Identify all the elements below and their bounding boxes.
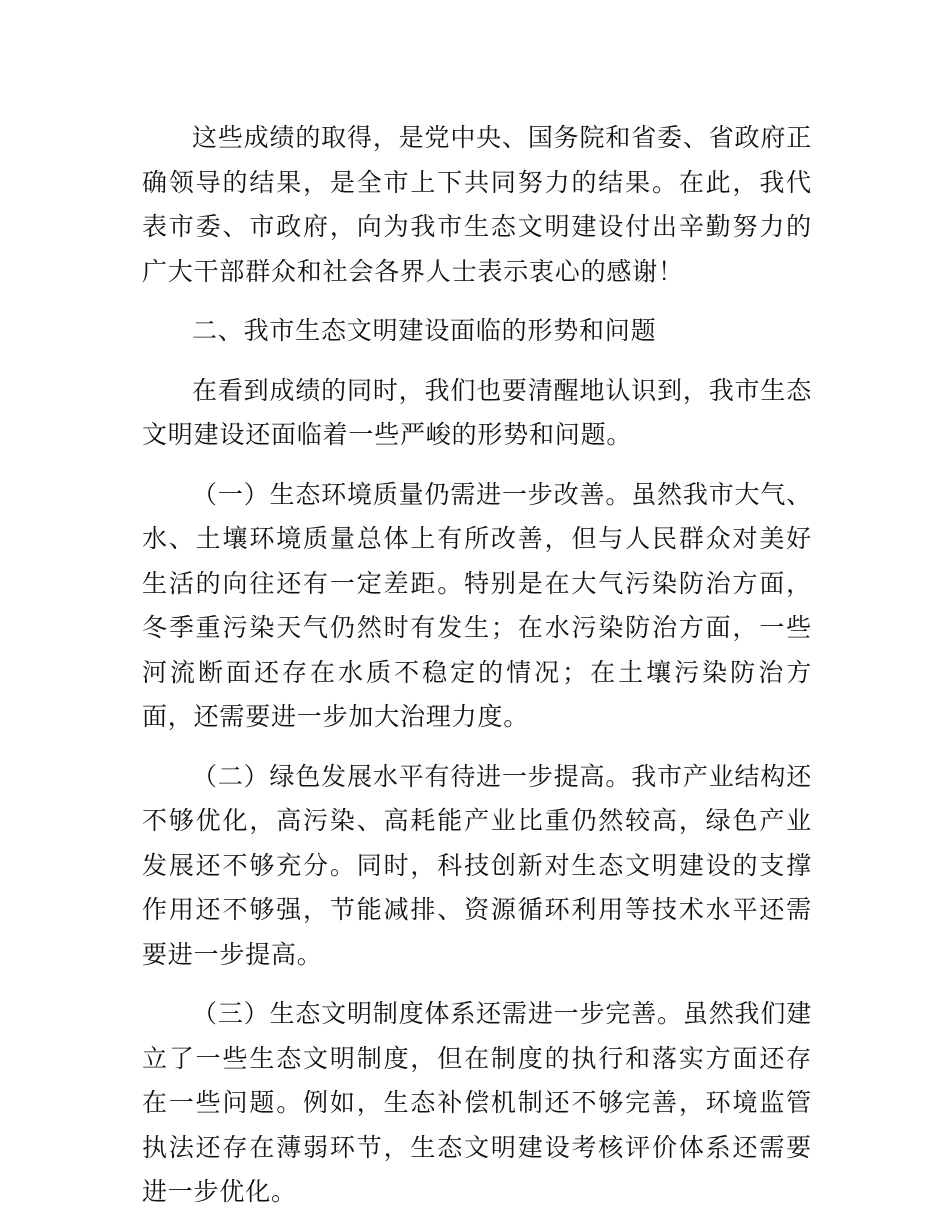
paragraph-problem-3-institutions: （三）生态文明制度体系还需进一步完善。虽然我们建立了一些生态文明制度，但在制度的执行和落实方面还存在一些问题。例如，生态补偿机制还不够完善，环境监管执法还存在薄弱环节，生态文明建设考核评价体系还需要进一步优化。 [142,999,812,1206]
document-body [142,116,812,1230]
paragraph-problem-1-environment: （一）生态环境质量仍需进一步改善。虽然我市大气、水、土壤环境质量总体上有所改善，但与人民群众对美好生活的向往还有一定差距。特别是在大气污染防治方面，冬季重污染天气仍然时有发生；在水污染防治方面，一些河流断面还存在水质不稳定的情况；在土壤污染防治方面，还需要进一步加大治理力度。 [142,479,812,731]
paragraph-achievements-thanks: 这些成绩的取得，是党中央、国务院和省委、省政府正确领导的结果，是全市上下共同努力的结果。在此，我代表市委、市政府，向为我市生态文明建设付出辛勤努力的广大干部群众和社会各界人士表示衷心的感谢！ [142,123,812,286]
paragraph-intro-problems: 在看到成绩的同时，我们也要清醒地认识到，我市生态文明建设还面临着一些严峻的形势和问题。 [142,375,812,449]
paragraph-problem-2-green-development: （二）绿色发展水平有待进一步提高。我市产业结构还不够优化，高污染、高耗能产业比重仍然较高，绿色产业发展还不够充分。同时，科技创新对生态文明建设的支撑作用还不够强，节能减排、资源循环利用等技术水平还需要进一步提高。 [142,761,812,969]
section-heading-situation-problems: 二、我市生态文明建设面临的形势和问题 [192,316,657,345]
